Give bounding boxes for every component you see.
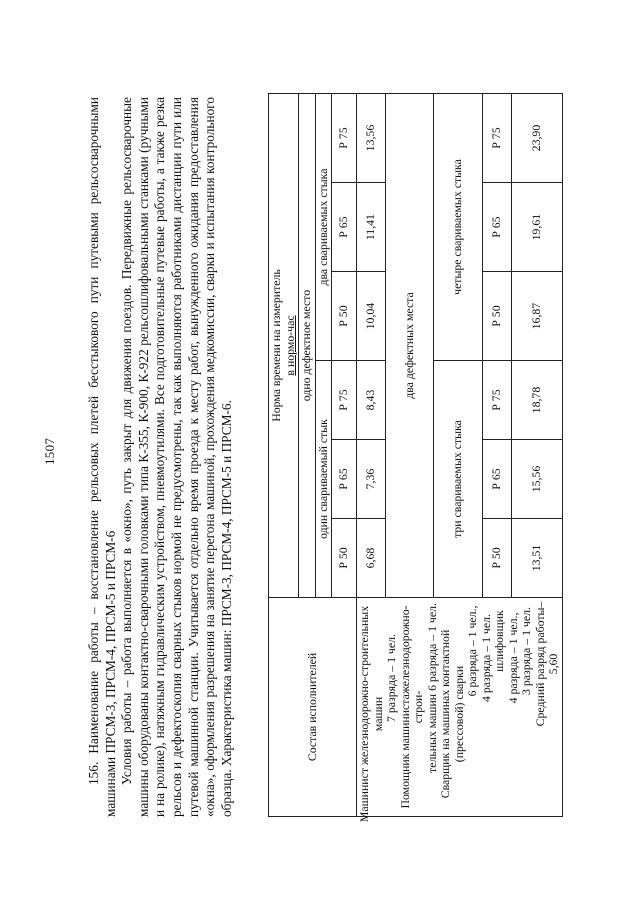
norm-value-cell: 8,43 xyxy=(357,361,386,440)
norm-value-cell: 19,61 xyxy=(511,183,562,272)
group-one-defect: одно дефектное место xyxy=(299,94,316,598)
rail-code-cell: Р 50 xyxy=(332,519,357,598)
work-title: 156. Наименование работы – восстановление рельсовых плетей бесстыкового пути путевыми рельсосварочными машинами ПРСМ-3, ПРСМ-4, ПРСМ-5 и ПРСМ-6 xyxy=(86,97,118,817)
staff-header: Состав исполнителей xyxy=(269,598,357,817)
group-two-defect: два дефектных места xyxy=(386,94,434,598)
time-norm-table xyxy=(268,93,563,823)
staff-line: Помощник машинистажелезнодорожно-строи- xyxy=(397,605,425,809)
page-number: 1507 xyxy=(42,437,57,465)
staff-composition xyxy=(357,598,563,823)
rail-code-cell: Р 65 xyxy=(332,440,357,519)
staff-line: тельных машин 6 разряда – 1 чел. xyxy=(424,603,439,773)
norm-header-line1: Норма времени на измеритель xyxy=(269,269,283,422)
staff-line: 3 разряда – 1 чел. xyxy=(519,607,533,695)
rail-code-cell: Р 75 xyxy=(482,361,511,440)
norm-value-cell: 16,87 xyxy=(511,272,562,361)
work-conditions: Условия работы – работа выполняется в «окно», путь закрыт для движения поездов. Передвижные рельсосварочные машины оборудованы контактно-сварочными головками типа К-355, К-900, К-922 рельсошлифовальными станками (ручными и на ролике), натяжным гидравлическим устройством, пневмоутилями. Все подготовительные путевые работы, а также резка рельсов и дефектоскопия сварных стыков нормой не предусмотрены, так как выполняются работниками дистанции пути или путевой машинной станции. Учитывается отдельно время проезда к месту работ, вынужденного ожидания предоставления «окна», оформления разрешения на занятие перегона машиной, прохождения медкомиссии, сварки и испытания контрольного образца. Характеристика машин: ПРСМ-3, ПРСМ-4, ПРСМ-5 и ПРСМ-6. xyxy=(119,97,234,817)
rail-code-cell: Р 75 xyxy=(332,361,357,440)
rail-code-cell: Р 50 xyxy=(482,272,511,361)
norm-value-cell: 13,51 xyxy=(511,519,562,598)
rail-code-cell: Р 75 xyxy=(482,94,511,183)
staff-line: Сварщик на машинах контактной (прессовой) сварки xyxy=(438,629,466,799)
staff-line: 4 разряда – 1 чел. xyxy=(478,614,493,702)
norm-value-cell: 11,41 xyxy=(357,183,386,272)
norm-header xyxy=(269,94,299,598)
staff-line: 7 разряда – 1 чел. xyxy=(384,634,398,722)
rail-code-cell: Р 65 xyxy=(482,440,511,519)
rail-code-cell: Р 50 xyxy=(482,519,511,598)
norm-value-cell: 15,56 xyxy=(511,440,562,519)
norm-value-cell: 13,56 xyxy=(357,94,386,183)
sub-three-joints: три свариваемых стыка xyxy=(434,361,482,598)
staff-line: 4 разряда – 1 чел., xyxy=(505,612,520,704)
staff-line: Машинист железнодорожно-строительных машин xyxy=(357,605,385,823)
norm-value-cell: 6,68 xyxy=(357,519,386,598)
rail-code-cell: Р 75 xyxy=(332,94,357,183)
staff-line: Средний разряд работы– 5,60 xyxy=(532,601,560,727)
sub-one-joint: один свариваемый стык xyxy=(315,361,332,598)
sub-two-joints: два свариваемых стыка xyxy=(315,94,332,361)
norm-value-cell: 23,90 xyxy=(511,94,562,183)
sub-four-joints: четыре свариваемых стыка xyxy=(434,94,482,361)
norm-value-cell: 10,04 xyxy=(357,272,386,361)
rail-code-cell: Р 65 xyxy=(482,183,511,272)
staff-line: 6 разряда – 1 чел., xyxy=(465,605,479,697)
rail-code-cell: Р 50 xyxy=(332,272,357,361)
work-description xyxy=(86,97,235,817)
norm-value-cell: 18,78 xyxy=(511,361,562,440)
staff-line: шлифовщик xyxy=(492,610,506,672)
rail-code-cell: Р 65 xyxy=(332,183,357,272)
norm-value-cell: 7,36 xyxy=(357,440,386,519)
norm-header-line2: в нормо-час xyxy=(282,315,297,376)
